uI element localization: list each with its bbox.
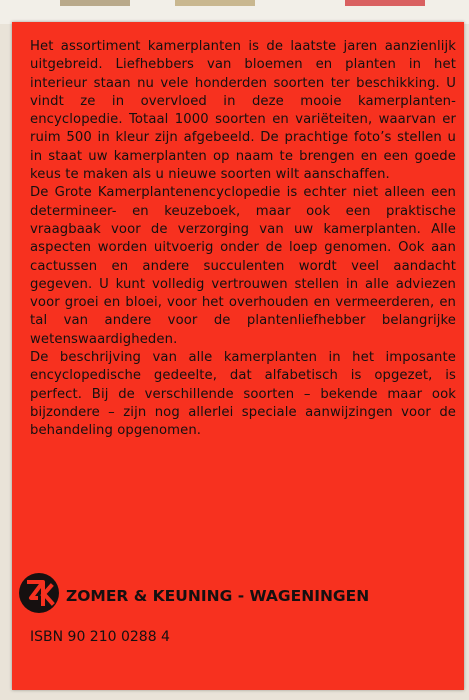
background-strip: [0, 0, 469, 24]
blurb-paragraph: Het assortiment kamerplanten is de laatste jaren aanzienlijk uitgebreid. Liefhebbers van bloemen en planten in het interieur staan nu vele honderden soorten ter beschikking. U vindt ze in overvloed in deze mooie kamerplanten-encyclopedie. Totaal 1000 soorten en variëteiten, waarvan er ruim 500 in kleur zijn afgebeeld. De prachtige foto’s stellen u in staat uw kamerplanten op naam te brengen en een goede keus te maken als u nieuwe soorten wilt aanschaffen.: [30, 39, 456, 183]
cover-blurb: [30, 38, 456, 441]
strip-swatch: [345, 0, 425, 6]
strip-swatch: [175, 0, 255, 6]
isbn-number: ISBN 90 210 0288 4: [30, 629, 170, 645]
zk-publisher-logo-icon: [18, 572, 60, 614]
strip-swatch: [60, 0, 130, 6]
blurb-paragraph: De beschrijving van alle kamerplanten in het imposante encyclopedische gedeelte, dat alfabetisch is opgezet, is perfect. Bij de verschillende soorten – bekende maar ook bijzondere – zijn nog allerlei speciale aanwijzingen voor de behandeling opgenomen.: [30, 350, 456, 439]
publisher-block: [18, 572, 458, 622]
blurb-paragraph: De Grote Kamerplantenencyclopedie is echter niet alleen een determineer- en keuzeboek, maar ook een praktische vraagbaak voor de verzorging van uw kamerplanten. Alle aspecten worden uitvoerig onder de loep genomen. Ook aan cactussen en andere succulenten wordt veel aandacht gegeven. U kunt volledig vertrouwen stellen in alle adviezen voor groei en bloei, voor het overhouden en vermeerderen, en tal van andere voor de plantenliefhebber belangrijke wetenswaardigheden.: [30, 185, 456, 347]
publisher-name: ZOMER & KEUNING - WAGENINGEN: [66, 587, 370, 605]
